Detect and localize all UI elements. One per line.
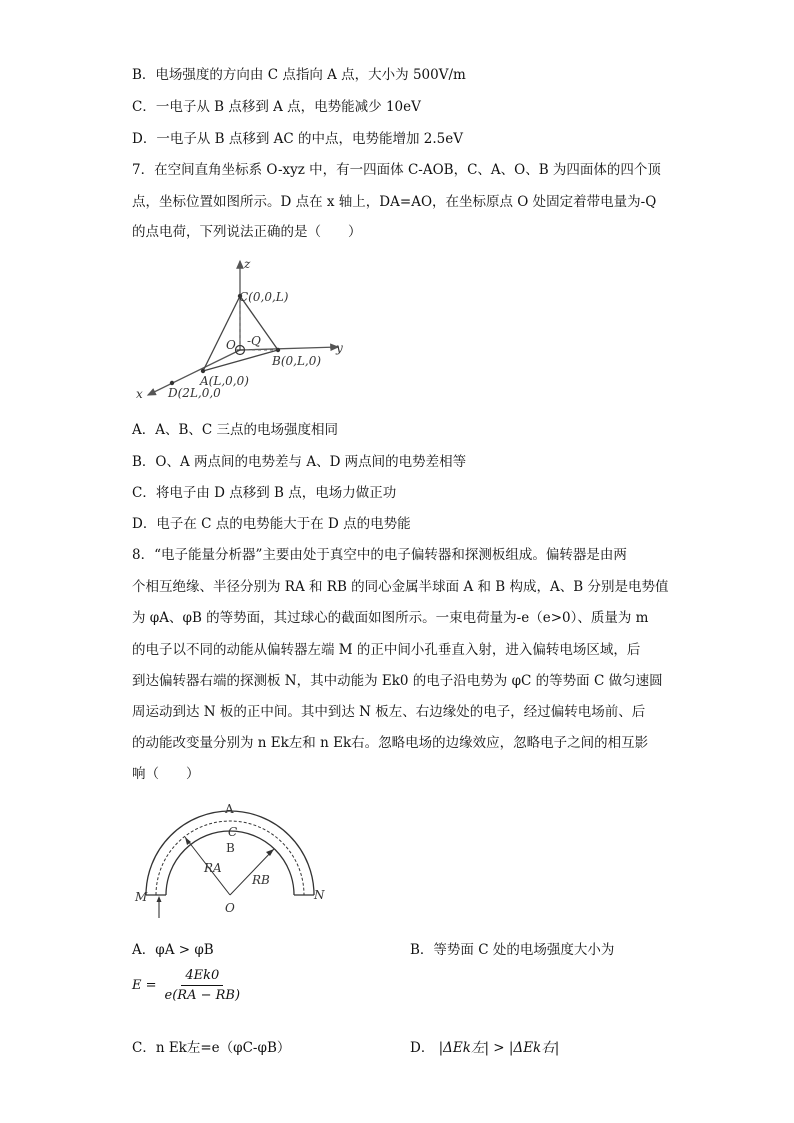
q6-option-c: C．一电子从 B 点移到 A 点，电势能减少 10eV (132, 99, 421, 115)
q8-stem-line-6: 周运动到达 N 板的正中间。其中到达 N 板左、右边缘处的电子，经过偏转电场前、后 (132, 704, 646, 720)
q7-option-a: A．A、B、C 三点的电场强度相同 (132, 422, 339, 438)
label-c: C(0,0,L) (239, 290, 289, 304)
q6-option-d: D．一电子从 B 点移到 AC 的中点，电势能增加 2.5eV (132, 131, 463, 147)
q8-option-d-formula: |ΔEk左| > |ΔEk右| (438, 1040, 560, 1056)
label-o: O (226, 338, 236, 352)
label-x: x (136, 387, 143, 401)
q8-option-b: B．等势面 C 处的电场强度大小为 (410, 942, 615, 958)
q7-stem-line-3: 的点电荷，下列说法正确的是（ ） (132, 224, 362, 240)
formula-denominator: e(RA − RB) (164, 988, 241, 1003)
q7-stem-line-2: 点，坐标位置如图所示。D 点在 x 轴上，DA=AO，在坐标原点 O 处固定着带电量为-Q (132, 194, 657, 210)
label-a: A(L,0,0) (200, 374, 249, 388)
label-c: C (228, 825, 238, 839)
q8-option-a: A．φA > φB (132, 942, 214, 958)
q8-stem-line-5: 到达偏转器右端的探测板 N，其中动能为 Ek0 的电子沿电势为 φC 的等势面 C 做匀速圆 (132, 673, 663, 689)
q7-option-c: C．将电子由 D 点移到 B 点，电场力做正功 (132, 485, 397, 501)
label-a: A (225, 802, 234, 816)
q8-option-c: C．n Ek左=e（φC-φB） (132, 1040, 291, 1056)
label-o: O (225, 901, 235, 915)
q8-stem-line-8: 响（ ） (132, 766, 200, 782)
edge-ab (203, 350, 278, 371)
q8-option-d-prefix: D． (410, 1040, 435, 1056)
label-q: -Q (247, 334, 261, 348)
point-b (276, 348, 280, 352)
q7-option-b: B．O、A 两点间的电势差与 A、D 两点间的电势差相等 (132, 454, 467, 470)
label-y: y (336, 341, 343, 355)
q8-stem-line-1: 8．“电子能量分析器”主要由处于真空中的电子偏转器和探测板组成。偏转器是由两 (132, 547, 627, 563)
label-ra: RA (204, 861, 222, 875)
q8-option-b-formula (132, 968, 244, 1003)
q6-option-b: B．电场强度的方向由 C 点指向 A 点，大小为 500V/m (132, 67, 466, 83)
label-b: B (226, 841, 235, 855)
q8-stem-line-7: 的动能改变量分别为 n Ek左和 n Ek右。忽略电场的边缘效应，忽略电子之间的相互影 (132, 735, 649, 751)
q8-stem-line-4: 的电子以不同的动能从偏转器左端 M 的正中间小孔垂直入射，进入偏转电场区域，后 (132, 642, 641, 658)
label-rb: RB (252, 873, 270, 887)
label-b: B(0,L,0) (272, 354, 322, 368)
radius-rb (230, 849, 274, 895)
label-n: N (314, 888, 325, 902)
q7-stem-line-1: 7．在空间直角坐标系 O-xyz 中，有一四面体 C-AOB，C、A、O、B 为四面体的四个顶 (132, 162, 661, 178)
q8-option-d (410, 1038, 559, 1058)
q7-tetrahedron-figure (130, 255, 360, 405)
q8-deflector-figure (130, 800, 330, 920)
q8-stem-line-3: 为 φA、φB 的等势面，其过球心的截面如图所示。一束电荷量为-e（e>0）、质量为 m (132, 610, 649, 626)
point-a (201, 369, 205, 373)
label-m: M (135, 890, 148, 904)
q7-option-d: D．电子在 C 点的电势能大于在 D 点的电势能 (132, 516, 411, 532)
label-d: D(2L,0,0 (168, 386, 221, 400)
formula-numerator: 4Ek0 (181, 968, 223, 986)
label-z: z (244, 257, 251, 271)
point-d (170, 381, 174, 385)
formula-lhs: E = (132, 978, 157, 993)
q8-stem-line-2: 个相互绝缘、半径分别为 RA 和 RB 的同心金属半球面 A 和 B 构成，A、B 分别是电势值 (132, 579, 669, 595)
